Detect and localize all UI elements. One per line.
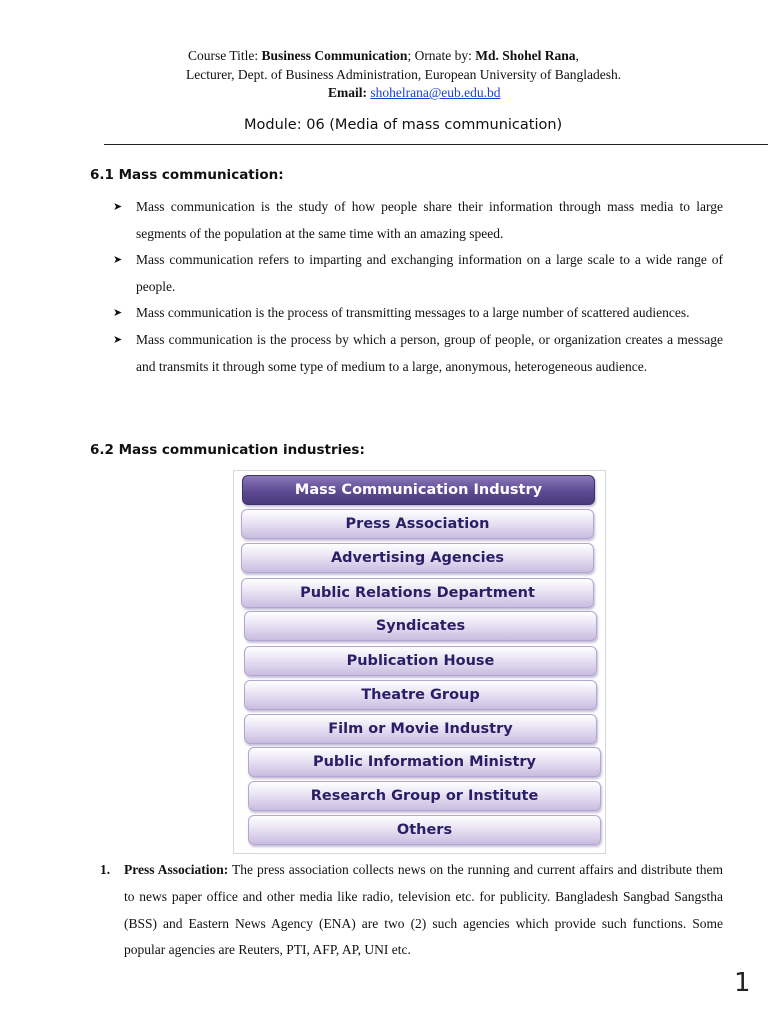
arrow-bullet-icon: ➤ [113, 201, 123, 213]
list-item [113, 247, 723, 300]
list-item [113, 194, 723, 247]
arrow-bullet-icon: ➤ [113, 254, 123, 267]
email-line [328, 83, 501, 102]
email-label: Email: [328, 85, 367, 100]
diagram-item-press-association: Press Association [241, 509, 594, 539]
definition-list [113, 194, 723, 380]
email-link[interactable]: shohelrana@eub.edu.bd [370, 85, 501, 100]
course-title: Business Communication [261, 48, 408, 63]
affiliation-line: Lecturer, Dept. of Business Administration, European University of Bangladesh. [186, 67, 622, 82]
course-line [188, 46, 579, 65]
ornate-prefix: ; Ornate by: [407, 48, 476, 63]
item-lead: Press Association: [124, 862, 229, 877]
list-item [113, 300, 723, 327]
course-prefix: Course Title: [188, 48, 262, 63]
section-heading-industries: 6.2 Mass communication industries: [90, 442, 365, 458]
diagram-item-film-industry: Film or Movie Industry [244, 714, 597, 744]
list-item-text: Mass communication is the process of transmitting messages to a large number of scattered audiences. [136, 305, 690, 321]
page-number: 1 [734, 968, 751, 998]
numbered-item [100, 857, 723, 964]
section-heading-mass-communication: 6.1 Mass communication: [90, 167, 284, 183]
diagram-item-publication-house: Publication House [244, 646, 597, 676]
diagram-item-research-group: Research Group or Institute [248, 781, 601, 811]
arrow-bullet-icon: ➤ [113, 307, 123, 320]
industry-diagram [233, 470, 606, 854]
list-item-text: Mass communication refers to imparting and exchanging information on a large scale to a wide range of people. [136, 252, 723, 294]
diagram-item-public-relations: Public Relations Department [241, 578, 594, 608]
module-title: Module: 06 (Media of mass communication) [244, 117, 563, 133]
diagram-item-syndicates: Syndicates [244, 611, 597, 641]
diagram-title-bar: Mass Communication Industry [242, 475, 595, 505]
item-text: The press association collects news on the running and current affairs and distribute them to news paper office and other media like radio, television etc. for publicity. Bangladesh Sangbad Sangstha (BSS) and Eastern News Agency (ENA) are two (2) such agencies which provide such functions. Some popular agencies are Reuters, PTI, AFP, AP, UNI etc. [124, 862, 724, 958]
author-name: Md. Shohel Rana [475, 48, 576, 63]
item-number: 1. [100, 862, 111, 877]
diagram-item-others: Others [248, 815, 601, 845]
list-item-text: Mass communication is the process by which a person, group of people, or organization creates a message and transmits it through some type of medium to a large, anonymous, heterogeneous audience. [136, 331, 723, 374]
author-suffix: , [575, 48, 579, 63]
list-item-text: Mass communication is the study of how people share their information through mass media to large segments of the population at the same time with an amazing speed. [136, 199, 723, 241]
numbered-list [100, 857, 723, 964]
diagram-item-theatre-group: Theatre Group [244, 680, 597, 710]
arrow-bullet-icon: ➤ [113, 333, 123, 346]
diagram-item-public-information-ministry: Public Information Ministry [248, 747, 601, 777]
header-divider [104, 144, 768, 145]
list-item [113, 327, 723, 380]
diagram-item-advertising-agencies: Advertising Agencies [241, 543, 594, 573]
